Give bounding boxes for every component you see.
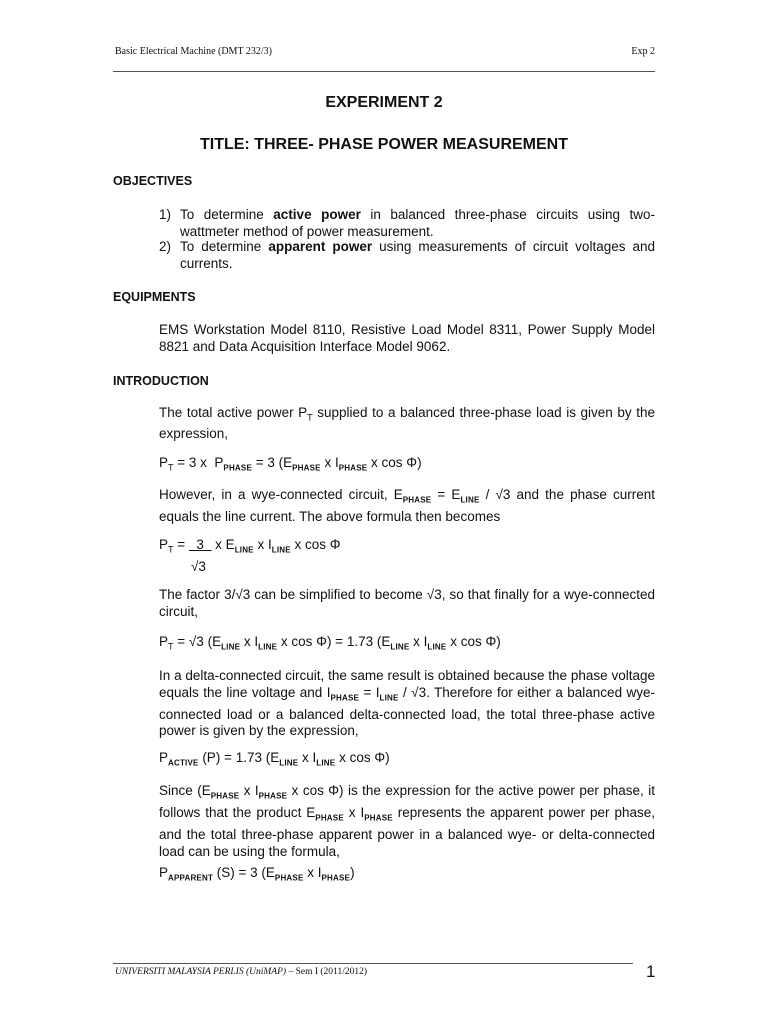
header-exp: Exp 2 (631, 46, 655, 57)
objective-number: 1) (159, 207, 172, 222)
objective-number: 2) (159, 239, 172, 254)
intro-paragraph-2: However, in a wye-connected circuit, $E_{PHASE} = E_{LINE} / √3$ and the phase current equals the line current. The above formula then becomes (159, 487, 656, 525)
header-course: Basic Electrical Machine (DMT 232/3) (115, 46, 272, 57)
page-number: 1 (646, 962, 656, 981)
intro-paragraph-1: The total active power $P_T$ supplied to a balanced three-phase load is given by the expression, (159, 405, 656, 442)
header-rule (113, 71, 655, 72)
intro-paragraph-3: The factor 3/√3 can be simplified to become √3, so that finally for a wye-connected circuit, (159, 587, 655, 619)
formula-5: $P_{APPARENT}$ (S) = 3 ($E_{PHASE}$ x $I_{PHASE}$) (159, 865, 355, 883)
equipments-text: EMS Workstation Model 8110, Resistive Load Model 8311, Power Supply Model 8821 and Data Acquisition Interface Model 9062. (159, 322, 655, 354)
objective-item-1 (159, 207, 655, 240)
formula-4: $P_{ACTIVE}$ (P) = 1.73 ($E_{LINE}$ x $I_{LINE}$ x cos Φ) (159, 750, 390, 768)
formula-1: $P_T = 3$ x $P_{PHASE} = 3$ ($E_{PHASE}$ x $I_{PHASE}$ x cos Φ) (159, 455, 422, 473)
footer-rule (113, 963, 633, 964)
objectives-heading: OBJECTIVES (113, 174, 193, 188)
formula-2: $P_T = 3$ x $E_{LINE}$ x $I_{LINE}$ x cos Φ √3 (159, 537, 341, 575)
objective-text: To determine apparent power using measurements of circuit voltages and currents. (180, 239, 655, 271)
footer-text: UNIVERSITI MALAYSIA PERLIS (UniMAP) – Sem I (2011/2012) (115, 967, 367, 977)
intro-paragraph-5: Since ($E_{PHASE}$ x $I_{PHASE}$ x cos Φ) is the expression for the active power per phase, it follows that the product $E_{PHASE}$ x $I_{PHASE}$ represents the apparent power per phase, and the total three-phase apparent power in a balanced wye- or delta-connected load can be using the formula, (159, 783, 655, 859)
equipments-heading: EQUIPMENTS (113, 290, 196, 304)
page-title: TITLE: THREE- PHASE POWER MEASUREMENT (199, 136, 568, 153)
objective-text: To determine active power in balanced three-phase circuits using two-wattmeter method of power measurement. (180, 207, 655, 239)
experiment-heading: EXPERIMENT 2 (325, 94, 443, 111)
introduction-heading: INTRODUCTION (113, 374, 209, 388)
objective-item-2 (159, 239, 655, 272)
formula-3: $P_T = √3$ ($E_{LINE}$ x $I_{LINE}$ x cos Φ) = 1.73 ($E_{LINE}$ x $I_{LINE}$ x cos Φ) (159, 634, 501, 652)
intro-paragraph-4: In a delta-connected circuit, the same result is obtained because the phase voltage equals the line voltage and $I_{PHASE} = I_{LINE} / √3$. Therefore for either a balanced wye-connected load or a balanced delta-connected load, the total three-phase active power is given by the expression, (159, 668, 656, 739)
